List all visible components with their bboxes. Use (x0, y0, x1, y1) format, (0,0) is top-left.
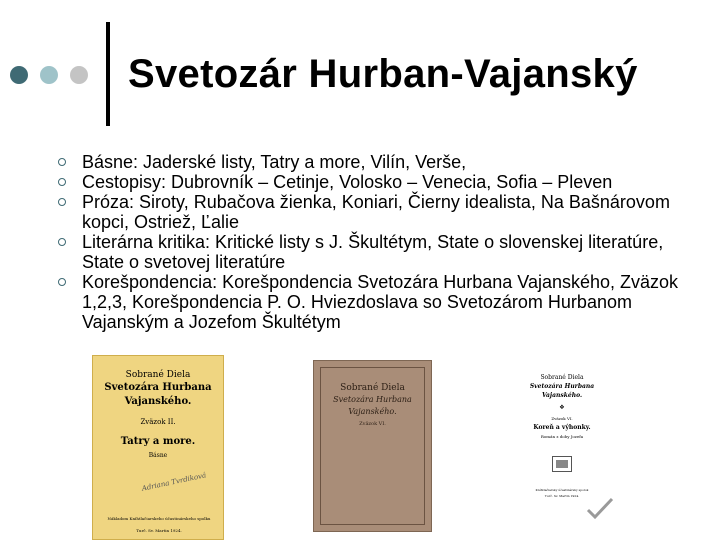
bullet-marker-icon (58, 158, 66, 166)
book-author-line: Svetozára Hurbana (529, 383, 595, 390)
slide-title: Svetozár Hurban-Vajanský (128, 52, 638, 96)
book-subtitle: Tatry a more. (120, 436, 196, 447)
handwritten-signature: Adriana Tvrdiková (141, 471, 207, 493)
book-genre: Básne (148, 452, 168, 459)
book-publisher: Kníhtlačiarsky účastinársky spolok (535, 488, 589, 492)
book-author-line: Svetozára Hurbana (333, 395, 412, 404)
book-genre: Román z doby Jozefa (540, 434, 584, 439)
bullet-item-travelogues (56, 172, 706, 192)
bullet-text: Próza: Siroty, Rubačova žienka, Koniari, Čierny idealista, Na Bašnárovom kopci, Ostriež, Ľalie (82, 192, 670, 232)
book-place: Turč. Sv. Martin 1924. (136, 528, 182, 533)
bullet-marker-icon (58, 178, 66, 186)
bullet-item-criticism (56, 232, 706, 272)
bullet-text: Básne: Jaderské listy, Tatry a more, Vilín, Verše, (82, 152, 467, 172)
book-subtitle: Koreň a výhonky. (533, 424, 591, 431)
printer-emblem-icon (552, 456, 572, 472)
bullet-item-correspondence (56, 272, 706, 332)
decorative-dots (10, 66, 100, 84)
ornament-icon: ❖ (559, 405, 565, 411)
book-author-line: Svetozára Hurbana (104, 382, 212, 393)
book-series-label: Sobrané Diela (125, 370, 191, 380)
title-divider (106, 22, 110, 126)
bullet-list (56, 152, 706, 332)
book-volume: Zväzok VI. (359, 421, 386, 427)
book-cover-2 (313, 360, 432, 532)
checkmark-icon (586, 496, 614, 520)
book-volume: Zväzok VI. (551, 416, 573, 421)
dot-gray (70, 66, 88, 84)
book-place: Turč. Sv. Martin 1924. (544, 494, 580, 498)
emblem-fill (556, 460, 568, 468)
book-author-line: Vajanského. (541, 392, 583, 399)
bullet-marker-icon (58, 198, 66, 206)
bullet-marker-icon (58, 278, 66, 286)
bullet-item-poems (56, 152, 706, 172)
book-series-label: Sobrané Diela (540, 374, 584, 381)
dot-dark (10, 66, 28, 84)
dot-light (40, 66, 58, 84)
book-volume: Zväzok II. (140, 418, 176, 426)
bullet-text: Cestopisy: Dubrovník – Cetinje, Volosko – Venecia, Sofia – Pleven (82, 172, 613, 192)
bullet-marker-icon (58, 238, 66, 246)
book-cover-1 (92, 355, 224, 540)
book-series-label: Sobrané Diela (340, 383, 405, 393)
bullet-text: Literárna kritika: Kritické listy s J. Škultétym, State o slovenskej literatúre, State o svetovej literatúre (82, 232, 664, 272)
book-author-line: Vajanského. (124, 396, 192, 407)
book-publisher: Nákladom Kníhtlačiarskeho účastinárskeho spolku (107, 516, 211, 521)
book-cover-3 (506, 370, 618, 538)
book-author-line: Vajanského. (348, 407, 397, 416)
bullet-text: Korešpondencia: Korešpondencia Svetozára Hurbana Vajanského, Zväzok 1,2,3, Korešpondencia P. O. Hviezdoslava so Svetozárom Hurbanom Vajanským a Jozefom Škultétym (82, 272, 679, 332)
bullet-item-prose (56, 192, 706, 232)
